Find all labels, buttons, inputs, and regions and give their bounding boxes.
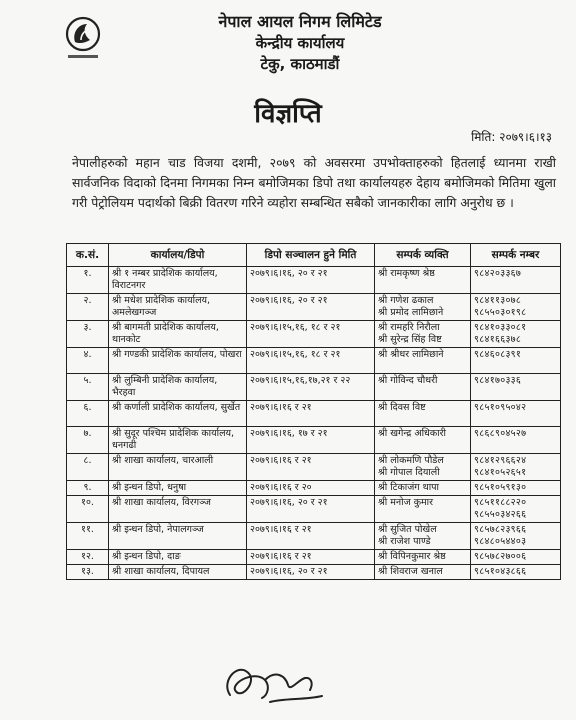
- cell-office: श्री लुम्बिनी प्रादेशिक कार्यालय, भैरहवा: [109, 374, 247, 401]
- cell-office: श्री कर्णाली प्रादेशिक कार्यालय, सुर्खेत: [109, 401, 247, 427]
- organization-name: नेपाल आयल निगम लिमिटेड: [218, 12, 382, 31]
- table-row: [67, 496, 561, 523]
- cell-operating-dates: २०७९।६।१५,१६, १८ र २१: [247, 348, 375, 374]
- cell-office: श्री इन्धन डिपो, दाङ: [109, 550, 247, 565]
- cell-operating-dates: २०७९।६।१६, २० र २१: [247, 294, 375, 321]
- cell-contact-number: ९८४१०३३०८१ ९८४१६६३७८: [471, 321, 561, 348]
- table-row: [67, 454, 561, 481]
- cell-office: श्री बागमती प्रादेशिक कार्यालय, थानकोट: [109, 321, 247, 348]
- column-header-office: कार्यालय/डिपो: [109, 244, 247, 267]
- office-name: केन्द्रीय कार्यालय: [255, 34, 345, 52]
- table-row: [67, 374, 561, 401]
- cell-contact-person: श्री विपिनकुमार श्रेष्ठ: [375, 550, 471, 565]
- table-row: [67, 565, 561, 580]
- cell-contact-number: ९८४१२९६६२४ ९८४१०५२६५१: [471, 454, 561, 481]
- cell-office: श्री गण्डकी प्रादेशिक कार्यालय, पोखरा: [109, 348, 247, 374]
- cell-office: श्री सुदूर पश्चिम प्रादेशिक कार्यालय, धनगढी: [109, 427, 247, 454]
- column-header-dates: डिपो सञ्चालन हुने मिति: [247, 244, 375, 267]
- cell-serial-number: ११.: [67, 523, 109, 550]
- cell-contact-number: ९८५१०९५०४२: [471, 401, 561, 427]
- cell-contact-person: श्री टिकाजंग थापा: [375, 481, 471, 496]
- cell-contact-number: ९८४११३०७८ ९८५५०३०१९८: [471, 294, 561, 321]
- cell-operating-dates: २०७९।६।१६, १७ र २१: [247, 427, 375, 454]
- cell-contact-person: श्री रामहरि निरौला श्री सुरेन्द्र सिंह विष्ट: [375, 321, 471, 348]
- cell-office: श्री शाखा कार्यालय, दिपायल: [109, 565, 247, 580]
- depot-schedule-table: [66, 243, 561, 580]
- table-header-row: [67, 244, 561, 267]
- cell-serial-number: ९.: [67, 481, 109, 496]
- cell-serial-number: ७.: [67, 427, 109, 454]
- column-header-contact: सम्पर्क व्यक्ति: [375, 244, 471, 267]
- cell-serial-number: ३.: [67, 321, 109, 348]
- cell-serial-number: ४.: [67, 348, 109, 374]
- cell-contact-number: ९८६८९०४५२७: [471, 427, 561, 454]
- cell-contact-person: श्री गोविन्द चौधरी: [375, 374, 471, 401]
- cell-operating-dates: २०७९।६।१६ र २१: [247, 401, 375, 427]
- cell-operating-dates: २०७९।६।१६ र २१: [247, 454, 375, 481]
- cell-serial-number: ८.: [67, 454, 109, 481]
- table-row: [67, 348, 561, 374]
- column-header-phone: सम्पर्क नम्बर: [471, 244, 561, 267]
- notice-body: नेपालीहरुको महान चाड विजया दशमी, २०७९ को अवसरमा उपभोक्ताहरुको हितलाई ध्यानमा राखी सार्वजनिक विदाको दिनमा निगमका निम्न बमोजिमका डिपो तथा कार्यालयहरु देहाय बमोजिमको मितिमा खुला गरी पेट्रोलियम पदार्थको बिक्री वितरण गरिने व्यहोरा सम्बन्धित सबैको जानकारीका लागि अनुरोध छ ।: [72, 155, 556, 210]
- cell-contact-person: श्री श्रीधर लामिछाने: [375, 348, 471, 374]
- cell-operating-dates: २०७९।६।१६ र २१: [247, 550, 375, 565]
- cell-contact-person: श्री लोकमणि पौडेल श्री गोपाल दियाली: [375, 454, 471, 481]
- table-row: [67, 401, 561, 427]
- cell-serial-number: ५.: [67, 374, 109, 401]
- nepal-oil-corporation-logo: [54, 10, 112, 68]
- cell-contact-person: श्री खगेन्द्र अधिकारी: [375, 427, 471, 454]
- cell-contact-number: ९८५११८८२२० ९८५५०३४२६६: [471, 496, 561, 523]
- cell-office: श्री इन्धन डिपो, नेपालगञ्ज: [109, 523, 247, 550]
- cell-operating-dates: २०७९।६।१५,१६, १८ र २१: [247, 321, 375, 348]
- cell-operating-dates: २०७९।६।१५,१६,१७,२१ र २२: [247, 374, 375, 401]
- cell-contact-person: श्री रामकृष्ण श्रेष्ठ: [375, 267, 471, 294]
- table-row: [67, 321, 561, 348]
- cell-serial-number: २.: [67, 294, 109, 321]
- table-row: [67, 523, 561, 550]
- cell-serial-number: ६.: [67, 401, 109, 427]
- cell-serial-number: १२.: [67, 550, 109, 565]
- cell-contact-number: ९८४१७०३३६: [471, 374, 561, 401]
- cell-operating-dates: २०७९।६।१६ र २०: [247, 481, 375, 496]
- cell-contact-number: ९८५७८२७००६: [471, 550, 561, 565]
- signature: [210, 640, 330, 715]
- cell-contact-number: ९८४२०३३६७: [471, 267, 561, 294]
- cell-contact-person: श्री सुजित पोखेल श्री राजेश पाण्डे: [375, 523, 471, 550]
- table-row: [67, 294, 561, 321]
- notice-date: मिति: २०७९।६।१३: [471, 130, 552, 144]
- cell-operating-dates: २०७९।६।१६, २० र २१: [247, 496, 375, 523]
- cell-contact-person: श्री मनोज कुमार: [375, 496, 471, 523]
- cell-contact-person: श्री गणेश ढकाल श्री प्रमोद लामिछाने: [375, 294, 471, 321]
- cell-contact-number: ९८५१०४३८६६: [471, 565, 561, 580]
- cell-contact-person: श्री दिवस विष्ट: [375, 401, 471, 427]
- office-location: टेकु, काठमाडौं: [260, 55, 340, 73]
- table-row: [67, 481, 561, 496]
- cell-office: श्री शाखा कार्यालय, चारआली: [109, 454, 247, 481]
- cell-office: श्री इन्धन डिपो, धनुषा: [109, 481, 247, 496]
- table-row: [67, 550, 561, 565]
- column-header-sn: क.सं.: [67, 244, 109, 267]
- cell-contact-number: ९८५७८२३९६६ ९८४८०५४४०३: [471, 523, 561, 550]
- cell-serial-number: १०.: [67, 496, 109, 523]
- cell-contact-number: ९८५१०५९१३०: [471, 481, 561, 496]
- cell-office: श्री मधेश प्रादेशिक कार्यालय, अमलेखगञ्ज: [109, 294, 247, 321]
- notice-title: विज्ञप्ति: [254, 99, 322, 129]
- table-row: [67, 427, 561, 454]
- cell-operating-dates: २०७९।६।१६, २० र २१: [247, 267, 375, 294]
- cell-office: श्री शाखा कार्यालय, विरगञ्ज: [109, 496, 247, 523]
- cell-operating-dates: २०७९।६।१६, २० र २१: [247, 565, 375, 580]
- cell-serial-number: १३.: [67, 565, 109, 580]
- cell-contact-number: ९८४६०८३९१: [471, 348, 561, 374]
- cell-operating-dates: २०७९।६।१६ र २१: [247, 523, 375, 550]
- cell-contact-person: श्री शिवराज खनाल: [375, 565, 471, 580]
- cell-office: श्री १ नम्बर प्रादेशिक कार्यालय, विराटनगर: [109, 267, 247, 294]
- table-row: [67, 267, 561, 294]
- cell-serial-number: १.: [67, 267, 109, 294]
